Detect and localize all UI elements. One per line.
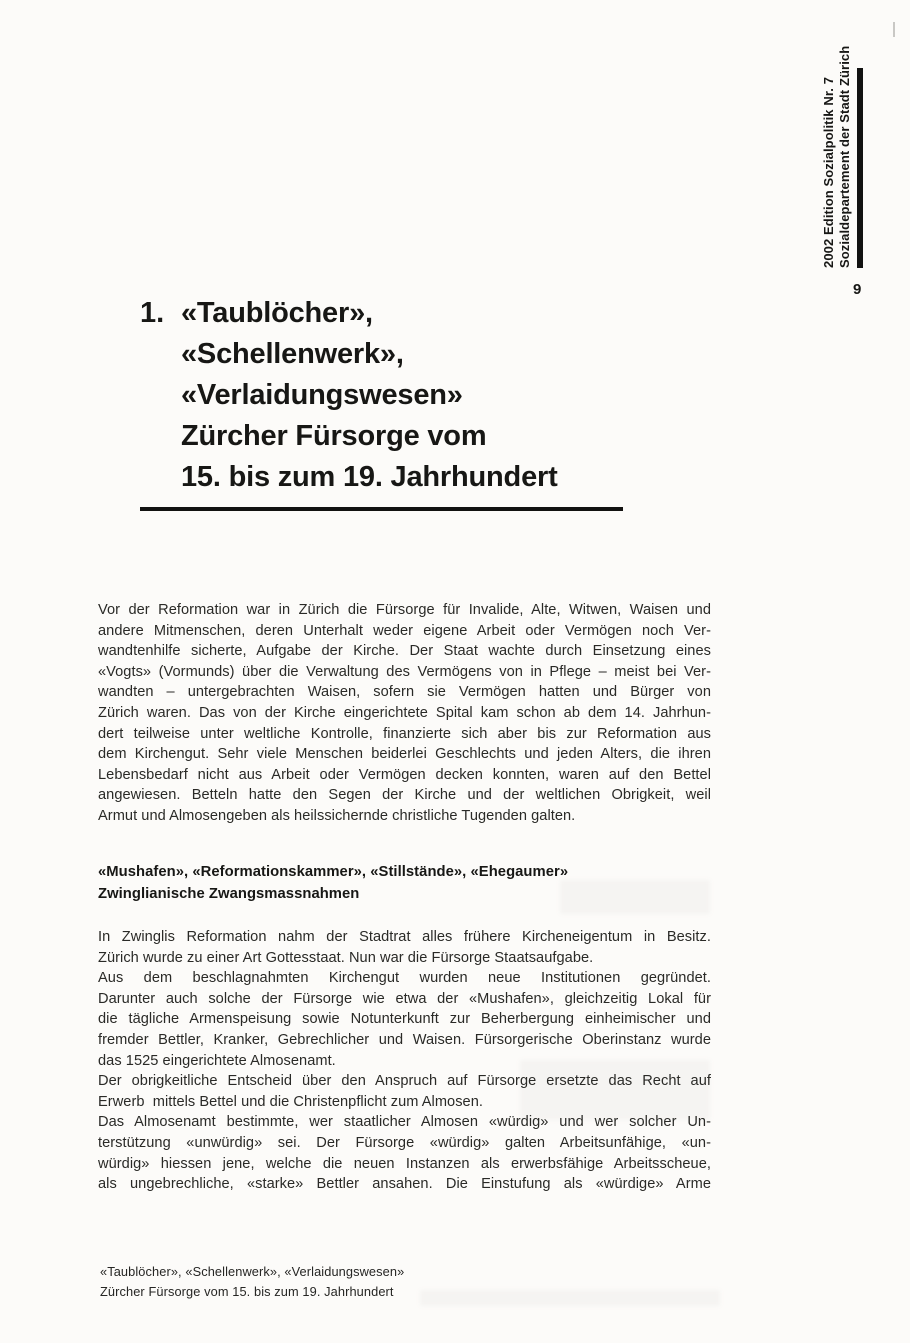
- scan-artifact-mark: [893, 22, 895, 37]
- scan-showthrough: [420, 1290, 720, 1306]
- title-rule: [140, 507, 623, 511]
- text-line: terstützung «unwürdig» sei. Der Fürsorge «würdig» galten Arbeitsunfähige, «un-: [98, 1134, 711, 1151]
- text-line: Das Almosenamt bestimmte, wer staatlicher Almosen «würdig» und wer solcher Un-: [98, 1114, 711, 1131]
- text-line: andere Mitmenschen, deren Unterhalt weder eigene Arbeit oder Vermögen noch Ver-: [98, 622, 711, 639]
- chapter-number: 1.: [140, 297, 165, 329]
- text-line: das 1525 eingerichtete Almosenamt.: [98, 1052, 336, 1069]
- text-line: Erwerb mittels Bettel und die Christenpflicht zum Almosen.: [98, 1093, 483, 1110]
- text-line: «Taublöcher»,: [181, 297, 373, 329]
- text-line: «Vogts» (Vormunds) über die Verwaltung des Vermögens von in Pflege – meist bei Ver-: [98, 663, 711, 680]
- footer-line-title: «Taublöcher», «Schellenwerk», «Verlaidungswesen»: [100, 1264, 405, 1279]
- text-line: als ungebrechliche, «starke» Bettler ansahen. Die Einstufung als «würdige» Arme: [98, 1176, 711, 1193]
- intro-text: [98, 600, 711, 827]
- text-line: Lebensbedarf nicht aus Arbeit oder Vermögen decken konnten, waren auf den Bettel: [98, 766, 711, 783]
- text-line: Zürich waren. Das von der Kirche eingerichtete Spital kam schon ab dem 14. Jahrhun-: [98, 704, 711, 721]
- text-line: Zwinglianische Zwangsmassnahmen: [98, 886, 360, 902]
- chapter-title-block: [140, 293, 623, 498]
- text-line: Aus dem beschlagnahmten Kirchengut wurden neue Institutionen gegründet.: [98, 970, 711, 987]
- footer-line-subtitle: Zürcher Fürsorge vom 15. bis zum 19. Jahrhundert: [100, 1284, 394, 1299]
- text-line: Zürich wurde zu einer Art Gottesstaat. Nun war die Fürsorge Staatsaufgabe.: [98, 949, 594, 966]
- page-number: 9: [853, 281, 862, 298]
- text-line: die tägliche Armenspeisung sowie Notunterkunft zur Beherbergung einheimischer und: [98, 1011, 711, 1028]
- text-line: In Zwinglis Reformation nahm der Stadtrat alles frühere Kircheneigentum in Besitz.: [98, 929, 711, 945]
- imprint-line-series: 2002 Edition Sozialpolitik Nr. 7: [821, 76, 836, 268]
- paragraph: [98, 968, 711, 1071]
- chapter-title: [181, 293, 558, 498]
- imprint-line-department: Sozialdepartement der Stadt Zürich: [837, 45, 852, 268]
- text-line: würdig» hiessen jene, welche die neuen Instanzen als erwerbsfähige Arbeitsscheue,: [98, 1155, 711, 1172]
- text-line: wandten – untergebrachten Waisen, sofern sie Vermögen hatten und Bürger von: [98, 684, 711, 701]
- text-line: «Mushafen», «Reformationskammer», «Stillstände», «Ehegaumer»: [98, 864, 569, 880]
- paragraph: [98, 927, 711, 968]
- text-line: dem Kirchengut. Sehr viele Menschen beiderlei Geschlechts und jeden Alters, die ihren: [98, 746, 711, 763]
- text-line: Zürcher Fürsorge vom: [181, 420, 487, 452]
- section-heading: [98, 861, 711, 905]
- text-line: «Verlaidungswesen»: [181, 379, 463, 411]
- paragraph: [98, 1112, 711, 1194]
- section-text: [98, 927, 711, 1195]
- text-line: «Schellenwerk»,: [181, 338, 404, 370]
- text-line: dert teilweise unter weltliche Kontrolle, finanzierte sich aber bis zur Reformation aus: [98, 725, 711, 742]
- text-line: Armut und Almosengeben als heilssichernde christliche Tugenden galten.: [98, 807, 576, 824]
- text-line: Der obrigkeitliche Entscheid über den Anspruch auf Fürsorge ersetzte das Recht auf: [98, 1073, 711, 1090]
- text-line: wandtenhilfe sicherte, Aufgabe der Kirche. Der Staat wachte durch Einsetzung eines: [98, 643, 711, 660]
- running-footer: [100, 1262, 404, 1302]
- text-line: angewiesen. Betteln hatte den Segen der Kirche und der weltlichen Obrigkeit, weil: [98, 787, 711, 804]
- text-line: Darunter auch solche der Fürsorge wie etwa der «Mushafen», gleichzeitig Lokal für: [98, 990, 711, 1007]
- text-line: 15. bis zum 19. Jahrhundert: [181, 461, 558, 493]
- text-line: Vor der Reformation war in Zürich die Fürsorge für Invalide, Alte, Witwen, Waisen und: [98, 602, 711, 618]
- paragraph: [98, 600, 711, 827]
- text-line: fremder Bettler, Kranker, Gebrechlicher und Waisen. Fürsorgerische Oberinstanz wurde: [98, 1031, 711, 1048]
- paragraph: [98, 1071, 711, 1112]
- edition-imprint-rotated: [821, 45, 863, 268]
